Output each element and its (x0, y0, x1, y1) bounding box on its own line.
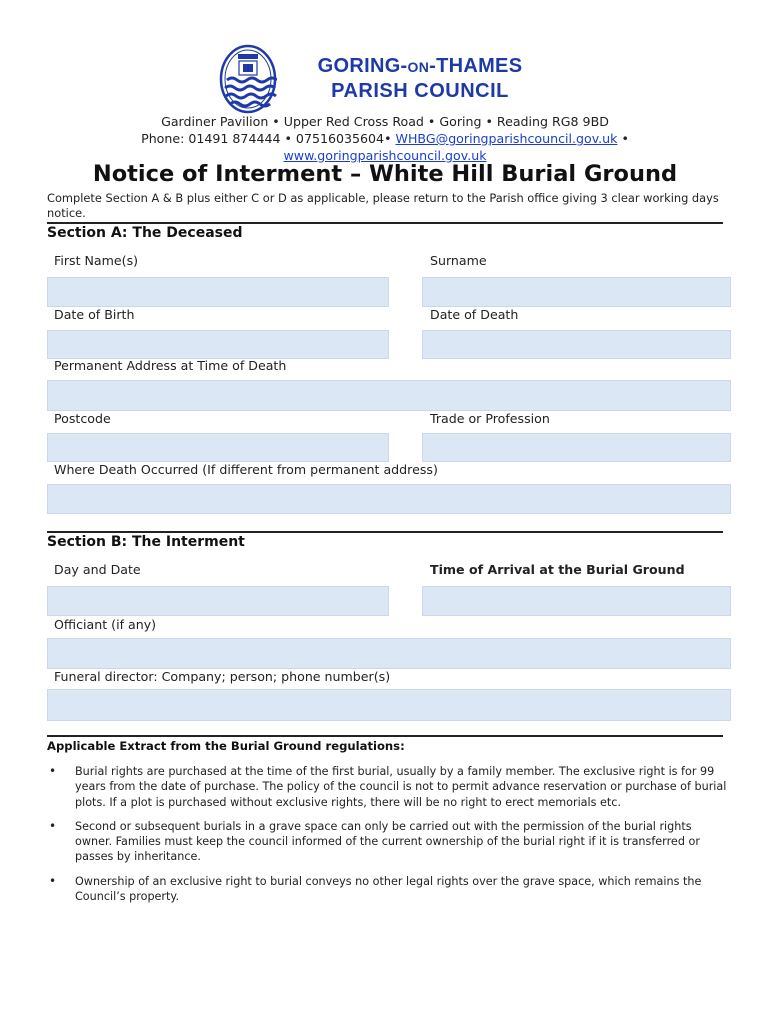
dod-label: Date of Death (430, 307, 519, 322)
first-name-label: First Name(s) (54, 253, 139, 268)
list-item: • Burial rights are purchased at the time of the first burial, usually by a family member. The exclusive right is for 99 years from the date of purchase. The policy of the council is not to permit advance reservation or purchase of burial plots. If a plot is purchased without exclusive rights, there will be no right to erect memorials etc. (47, 764, 727, 810)
council-name-line1: GORING-ON-THAMES (317, 55, 523, 77)
dod-field[interactable] (422, 330, 731, 359)
funeral-director-field[interactable] (47, 689, 731, 721)
regulations-list (47, 764, 727, 913)
postcode-field[interactable] (47, 433, 389, 462)
time-arrival-field[interactable] (422, 586, 731, 616)
officiant-field[interactable] (47, 638, 731, 669)
section-a-title: Section A: The Deceased (47, 225, 243, 241)
address-line: Gardiner Pavilion • Upper Red Cross Road • Goring • Reading RG8 9BD (161, 114, 609, 129)
email-link[interactable]: WHBG@goringparishcouncil.gov.uk (395, 131, 618, 146)
phone-text: Phone: 01491 874444 • 07516035604• (141, 131, 396, 146)
time-arrival-label: Time of Arrival at the Burial Ground (430, 562, 685, 577)
dob-label: Date of Birth (54, 307, 135, 322)
funeral-director-label: Funeral director: Company; person; phone number(s) (54, 669, 391, 684)
regulations-title: Applicable Extract from the Burial Ground regulations: (47, 739, 405, 753)
trade-field[interactable] (422, 433, 731, 462)
intro-text: Complete Section A & B plus either C or D as applicable, please return to the Parish office giving 3 clear working days notice. (47, 191, 719, 220)
day-date-label: Day and Date (54, 562, 141, 577)
section-b-title: Section B: The Interment (47, 534, 245, 550)
page-title: Notice of Interment – White Hill Burial Ground (92, 161, 678, 187)
list-item: • Second or subsequent burials in a grave space can only be carried out with the permission of the burial rights owner. Families must keep the council informed of the current ownership of the burial right if it is transferred or passes by inheritance. (47, 819, 727, 865)
day-date-field[interactable] (47, 586, 389, 616)
list-item: • Ownership of an exclusive right to burial conveys no other legal rights over the grave space, which remains the Council’s property. (47, 874, 727, 905)
contact-line: Phone: 01491 874444 • 07516035604• WHBG@goringparishcouncil.gov.uk • (141, 131, 629, 146)
website-link[interactable]: www.goringparishcouncil.gov.uk (283, 148, 487, 163)
section-a-rule (47, 222, 723, 224)
where-field[interactable] (47, 484, 731, 514)
trade-label: Trade or Profession (430, 411, 550, 426)
section-b-rule (47, 531, 723, 533)
council-logo (219, 44, 277, 114)
council-name (280, 56, 560, 101)
address-label: Permanent Address at Time of Death (54, 358, 287, 373)
officiant-label: Officiant (if any) (54, 617, 157, 632)
surname-label: Surname (430, 253, 487, 268)
postcode-label: Postcode (54, 411, 111, 426)
council-name-line2: PARISH COUNCIL (331, 80, 509, 102)
dob-field[interactable] (47, 330, 389, 359)
regulations-rule (47, 735, 723, 737)
first-name-field[interactable] (47, 277, 389, 307)
address-field[interactable] (47, 380, 731, 411)
where-label: Where Death Occurred (If different from permanent address) (54, 462, 438, 477)
surname-field[interactable] (422, 277, 731, 307)
